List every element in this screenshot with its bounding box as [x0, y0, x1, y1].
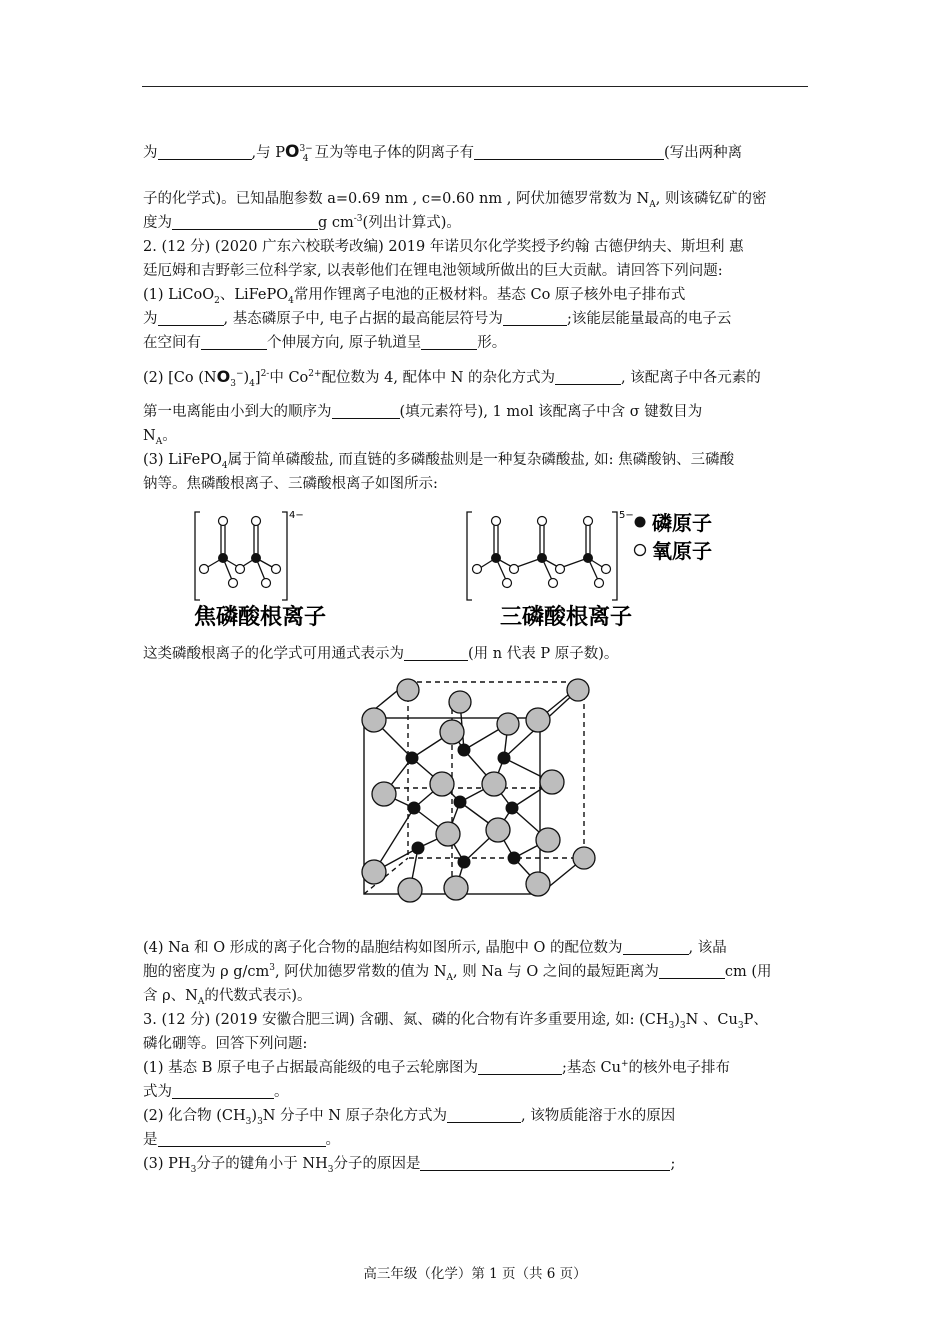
q3-part2-line-2: 是 。: [143, 1132, 340, 1148]
q2-intro-line-2: 廷厄姆和吉野彰三位科学家, 以表彰他们在锂电池领域所做出的巨大贡献。请回答下列问题:: [143, 263, 723, 279]
q2-part1-line-3: 在空间有 个伸展方向, 原子轨道呈 形。: [143, 335, 507, 351]
q2-part1-line-1: (1) LiCoO$_2$、LiFePO$_4$常用作锂离子电池的正极材料。基态 Co 原子核外电子排布式: [143, 287, 686, 306]
q2-part4-line-1: (4) Na 和 O 形成的离子化合物的晶胞结构如图所示, 晶胞中 O 的配位数为 , 该晶: [143, 940, 727, 956]
q2-part3-line-2: 钠等。焦磷酸根离子、三磷酸根离子如图所示:: [143, 476, 438, 492]
q3-intro-line-2: 磷化硼等。回答下列问题:: [143, 1036, 308, 1052]
crystal-cell-svg: [352, 672, 596, 912]
pyro-bracket-left: [195, 512, 200, 600]
prev-question-line-2: 子的化学式)。已知晶胞参数 a=0.69 nm , c=0.60 nm , 阿伏加德罗常数为 $N_A$, 则该磷钇矿的密: [143, 191, 767, 210]
crystal-cell-figure: [352, 672, 596, 912]
answer-blank[interactable]: [503, 309, 567, 326]
q2-part2-line-2: 第一电离能由小到大的顺序为 (填元素符号), 1 mol 该配离子中含 σ 键数目为: [143, 404, 703, 420]
phosphate-ions-svg: [190, 506, 750, 632]
legend-phosphorus-marker: [635, 517, 646, 528]
answer-blank[interactable]: [158, 143, 252, 160]
legend-phosphorus: 磷原子: [652, 511, 712, 535]
pyro-bracket-right: [282, 512, 287, 600]
tri-caption: 三磷酸根离子: [500, 605, 633, 630]
q2-part3-formula-line: 这类磷酸根离子的化学式可用通式表示为 (用 n 代表 P 原子数)。: [143, 646, 619, 662]
tri-charge: 5−: [619, 510, 634, 521]
prev-question-line-3: 度为 g $cm^{-3}$(列出计算式)。: [143, 214, 461, 231]
pyro-caption: 焦磷酸根离子: [194, 605, 327, 630]
tri-bracket-right: [612, 512, 617, 600]
tri-bracket-left: [467, 512, 472, 600]
answer-blank[interactable]: [623, 938, 689, 955]
q3-part3-line-1: (3) $PH_3$分子的键角小于 $NH_3$分子的原因是 ;: [143, 1156, 676, 1175]
q2-part4-line-2: 胞的密度为 ρ $g/cm^3$, 阿伏加德罗常数的值为 $N_A$, 则 Na 与 O 之间的最短距离为 cm (用: [143, 963, 772, 983]
q2-intro-line-1: 2. (12 分) (2020 广东六校联考改编) 2019 年诺贝尔化学奖授予约翰 古德伊纳夫、斯坦利 惠: [143, 239, 744, 255]
phosphate-ions-figure: [190, 506, 750, 632]
header-rule: [142, 86, 808, 87]
answer-blank[interactable]: [420, 1154, 670, 1171]
q2-part1-line-2: 为 , 基态磷原子中, 电子占据的最高能层符号为 ;该能层能量最高的电子云: [143, 311, 732, 327]
answer-blank[interactable]: [478, 1058, 562, 1075]
document-body: [143, 140, 813, 1176]
answer-blank[interactable]: [158, 1130, 326, 1147]
answer-blank[interactable]: [172, 1082, 274, 1099]
answer-blank[interactable]: [474, 143, 664, 160]
prev-question-line-1: 为 ,与 $PO^{3-}_4$ 互为等电子体的阴离子有 (写出两种离: [143, 142, 743, 164]
q2-part4-line-3: 含 ρ、$N_A$的代数式表示)。: [143, 988, 312, 1007]
q3-intro-line-1: 3. (12 分) (2019 安徽合肥三调) 含硼、氮、磷的化合物有许多重要用途, 如: $(CH_3)_3N$ 、$Cu_3P$、: [143, 1012, 768, 1031]
answer-blank[interactable]: [332, 402, 400, 419]
q2-part2-line-1: (2) [Co $(NO_3^-)_4]^{2-}$中 $Co^{2+}$配位数为 4, 配体中 N 的杂化方式为 , 该配离子中各元素的: [143, 367, 761, 389]
q3-part2-line-1: (2) 化合物 $(CH_3)_3N$ 分子中 N 原子杂化方式为 , 该物质能溶于水的原因: [143, 1108, 676, 1127]
answer-blank[interactable]: [447, 1106, 521, 1123]
answer-blank[interactable]: [172, 213, 318, 230]
answer-blank[interactable]: [555, 368, 621, 385]
answer-blank[interactable]: [404, 644, 468, 661]
answer-blank[interactable]: [659, 962, 725, 979]
answer-blank[interactable]: [158, 309, 224, 326]
answer-blank[interactable]: [421, 333, 477, 350]
legend-oxygen-marker: [635, 545, 646, 556]
pyro-charge: 4−: [289, 510, 304, 521]
legend-oxygen: 氧原子: [652, 539, 712, 563]
q3-part1-line-2: 式为 。: [143, 1084, 289, 1100]
q2-part3-line-1: (3) LiFePO$_4$属于简单磷酸盐, 而直链的多磷酸盐则是一种复杂磷酸盐, 如: 焦磷酸钠、三磷酸: [143, 452, 735, 471]
page-footer: 高三年级（化学）第 1 页（共 6 页）: [363, 1266, 587, 1282]
q3-part1-line-1: (1) 基态 B 原子电子占据最高能级的电子云轮廓图为 ;基态 Cu+的核外电子排布: [143, 1059, 731, 1076]
answer-blank[interactable]: [201, 333, 267, 350]
q2-part2-line-3: $N_A$。: [143, 428, 177, 447]
